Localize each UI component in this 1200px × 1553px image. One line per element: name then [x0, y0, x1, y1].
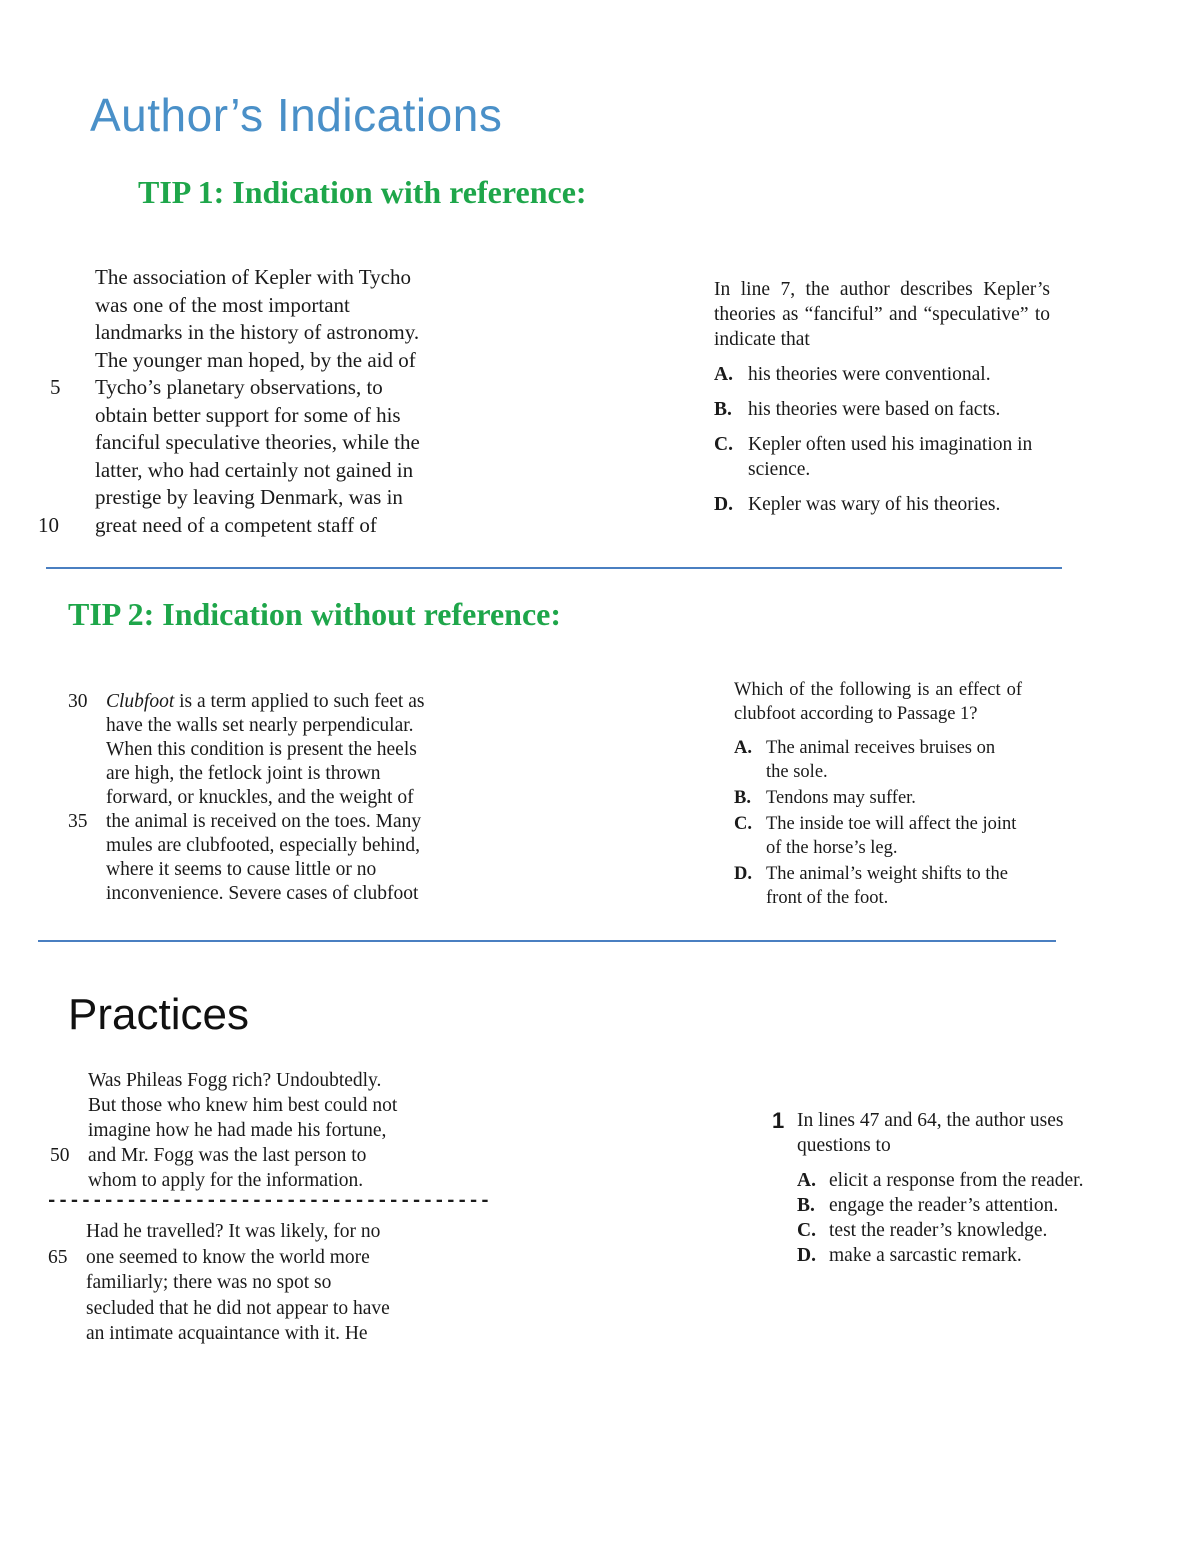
passage-line: mules are clubfooted, especially behind, [106, 835, 421, 856]
tip1-question-block [714, 277, 1050, 517]
passage-line: The association of Kepler with Tycho [95, 265, 411, 289]
passage-line: When this condition is present the heels [106, 739, 417, 760]
tip2-question-block [734, 678, 1022, 910]
passage-line: 35 the animal is received on the toes. Many [68, 811, 422, 832]
passage-line: Was Phileas Fogg rich? Undoubtedly. [88, 1070, 382, 1091]
answer-option-c[interactable]: C. test the reader’s knowledge. [797, 1220, 1048, 1241]
passage-line: where it seems to cause little or no [106, 859, 377, 880]
passage-line: have the walls set nearly perpendicular. [106, 715, 414, 736]
line-number: 65 [48, 1246, 68, 1268]
passage-separator: --------------------------------------- [46, 1190, 491, 1212]
tip2-passage [68, 690, 425, 906]
passage-line: latter, who had certainly not gained in [95, 457, 414, 482]
passage-line: forward, or knuckles, and the weight of [106, 787, 414, 808]
passage-line: imagine how he had made his fortune, [88, 1120, 387, 1141]
answer-option-b[interactable]: B. his theories were based on facts. [714, 399, 1001, 420]
passage-line: fanciful speculative theories, while the [95, 430, 420, 454]
passage-line: obtain better support for some of his [95, 402, 401, 427]
passage-line: But those who knew him best could not [88, 1095, 398, 1116]
passage-line: The younger man hoped, by the aid of [95, 347, 416, 372]
tip2-heading: TIP 2: Indication without reference: [68, 596, 561, 632]
answer-option-d[interactable]: D. The animal’s weight shifts to the front of the foot. [734, 864, 1008, 908]
practice-question-block [772, 1108, 1092, 1268]
passage-line: an intimate acquaintance with it. He [86, 1323, 368, 1344]
answer-option-b[interactable]: B. Tendons may suffer. [734, 788, 916, 808]
passage-line: 30 Clubfoot is a term applied to such feet as [68, 691, 425, 712]
question-text: In line 7, the author describes Kepler’s theories as “fanciful” and “speculative” to indicate that [714, 279, 1050, 350]
passage-line: was one of the most important [95, 292, 350, 317]
line-number: 5 [50, 375, 61, 399]
answer-option-a[interactable]: A. The animal receives bruises on the sole. [734, 738, 996, 782]
passage-line: Had he travelled? It was likely, for no [86, 1221, 381, 1242]
line-number: 50 [50, 1145, 70, 1166]
passage-line: 5 Tycho’s planetary observations, to [95, 374, 420, 402]
practices-title: Practices [68, 990, 249, 1039]
line-number: 30 [68, 691, 88, 712]
passage-line: landmarks in the history of astronomy. [95, 320, 420, 344]
passage-line: inconvenience. Severe cases of clubfoot [106, 883, 419, 904]
answer-option-a[interactable]: A. his theories were conventional. [714, 364, 991, 385]
line-number: 35 [68, 811, 88, 832]
answer-option-d[interactable]: D. Kepler was wary of his theories. [714, 494, 1001, 515]
answer-option-a[interactable]: A. elicit a response from the reader. [797, 1170, 1084, 1191]
answer-option-d[interactable]: D. make a sarcastic remark. [797, 1245, 1022, 1266]
passage-line: familiarly; there was no spot so [86, 1272, 332, 1293]
tip1-passage [38, 264, 420, 539]
passage-line: 50 and Mr. Fogg was the last person to [50, 1145, 367, 1166]
passage-line: whom to apply for the information. [88, 1170, 364, 1191]
passage-line: are high, the fetlock joint is thrown [106, 763, 381, 784]
question-text: 1 In lines 47 and 64, the author uses questions to [772, 1108, 1064, 1156]
answer-option-c[interactable]: C. The inside toe will affect the joint of the horse’s leg. [734, 814, 1017, 858]
answer-option-c[interactable]: C. Kepler often used his imagination in science. [714, 434, 1033, 480]
passage-line: prestige by leaving Denmark, was in [95, 485, 403, 509]
page-title: Author’s Indications [90, 89, 503, 141]
passage-line: secluded that he did not appear to have [86, 1297, 390, 1319]
answer-option-b[interactable]: B. engage the reader’s attention. [797, 1195, 1059, 1216]
section-divider [38, 940, 1056, 942]
line-number: 10 [38, 512, 59, 537]
section-divider [46, 567, 1062, 569]
practice-passage-2 [48, 1219, 390, 1347]
passage-line: 10 great need of a competent staff of [95, 512, 420, 540]
tip1-heading: TIP 1: Indication with reference: [138, 174, 587, 210]
practice-passage-1 [50, 1068, 398, 1193]
passage-line: 65 one seemed to know the world more [86, 1245, 390, 1271]
question-text: Which of the following is an effect of clubfoot according to Passage 1? [734, 680, 1022, 724]
question-number: 1 [772, 1108, 785, 1133]
